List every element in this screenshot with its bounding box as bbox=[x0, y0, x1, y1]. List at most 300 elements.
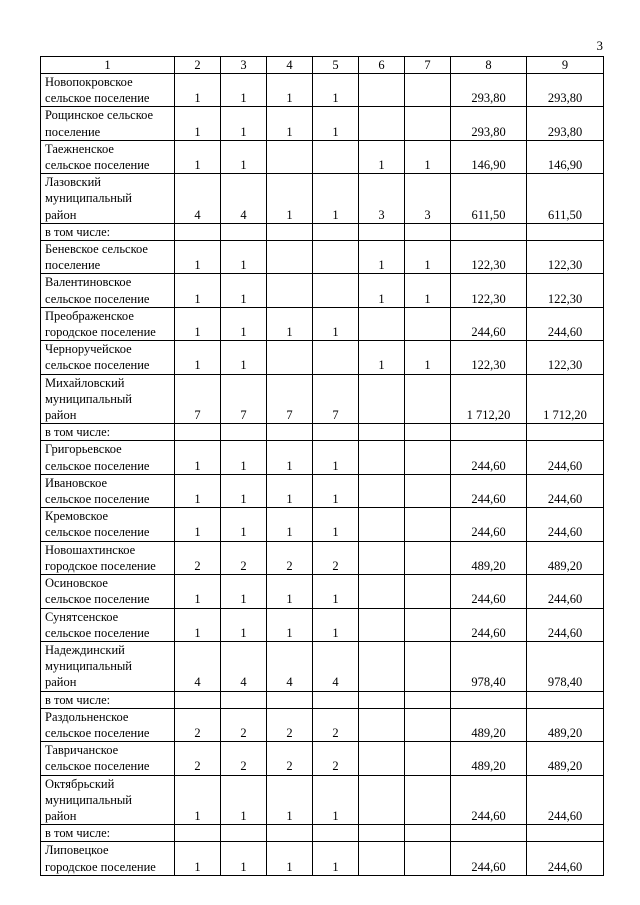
value-cell-c9 bbox=[527, 223, 604, 240]
value-cell-c8: 293,80 bbox=[451, 107, 527, 140]
municipality-name-cell bbox=[41, 541, 175, 574]
table-row bbox=[41, 223, 604, 240]
value-cell-c8: 122,30 bbox=[451, 241, 527, 274]
value-cell-c8: 244,60 bbox=[451, 608, 527, 641]
value-cell-c6: 3 bbox=[359, 174, 405, 224]
value-cell-c4: 4 bbox=[267, 641, 313, 691]
municipality-name-line: муниципальный bbox=[45, 391, 132, 406]
municipality-name-line: район bbox=[45, 207, 77, 222]
table-row bbox=[41, 691, 604, 708]
municipality-name-line: Григорьевское bbox=[45, 442, 122, 457]
value-cell-c7 bbox=[405, 708, 451, 741]
value-cell-c4: 2 bbox=[267, 742, 313, 775]
value-cell-c9: 293,80 bbox=[527, 107, 604, 140]
municipality-name-line: Новопокровское bbox=[45, 75, 133, 89]
value-cell-c8: 146,90 bbox=[451, 140, 527, 173]
value-cell-c8: 489,20 bbox=[451, 742, 527, 775]
value-cell-c2: 1 bbox=[175, 107, 221, 140]
value-cell-c3: 1 bbox=[221, 842, 267, 875]
value-cell-c9: 293,80 bbox=[527, 74, 604, 107]
value-cell-c2 bbox=[175, 223, 221, 240]
value-cell-c3 bbox=[221, 825, 267, 842]
value-cell-c3: 2 bbox=[221, 742, 267, 775]
table-row bbox=[41, 474, 604, 507]
value-cell-c5 bbox=[313, 424, 359, 441]
table-row bbox=[41, 575, 604, 608]
municipality-name-line: Черноручейское bbox=[45, 342, 132, 357]
municipality-name-line: Кремовское bbox=[45, 509, 109, 524]
value-cell-c7: 3 bbox=[405, 174, 451, 224]
table-row bbox=[41, 708, 604, 741]
value-cell-c6 bbox=[359, 775, 405, 825]
municipality-name-cell bbox=[41, 641, 175, 691]
value-cell-c8 bbox=[451, 223, 527, 240]
value-cell-c5 bbox=[313, 223, 359, 240]
value-cell-c4: 1 bbox=[267, 307, 313, 340]
municipality-name-cell bbox=[41, 441, 175, 474]
value-cell-c7 bbox=[405, 508, 451, 541]
value-cell-c2: 1 bbox=[175, 842, 221, 875]
value-cell-c9: 978,40 bbox=[527, 641, 604, 691]
value-cell-c2: 1 bbox=[175, 307, 221, 340]
value-cell-c3: 1 bbox=[221, 608, 267, 641]
value-cell-c5 bbox=[313, 825, 359, 842]
municipality-name-line: Раздольненское bbox=[45, 709, 129, 724]
value-cell-c8: 244,60 bbox=[451, 307, 527, 340]
value-cell-c8: 244,60 bbox=[451, 575, 527, 608]
municipality-name-line: Тавричанское bbox=[45, 743, 119, 758]
header-cell: 4 bbox=[267, 57, 313, 74]
value-cell-c4 bbox=[267, 341, 313, 374]
value-cell-c6: 1 bbox=[359, 274, 405, 307]
value-cell-c6 bbox=[359, 608, 405, 641]
header-cell: 2 bbox=[175, 57, 221, 74]
value-cell-c9: 244,60 bbox=[527, 307, 604, 340]
municipality-name-cell bbox=[41, 107, 175, 140]
municipality-name-line: Преображенское bbox=[45, 308, 134, 323]
municipality-name-line: Осиновское bbox=[45, 576, 108, 591]
value-cell-c4: 1 bbox=[267, 775, 313, 825]
value-cell-c6 bbox=[359, 541, 405, 574]
value-cell-c3: 1 bbox=[221, 508, 267, 541]
table-row bbox=[41, 341, 604, 374]
header-cell: 1 bbox=[41, 57, 175, 74]
table-row bbox=[41, 274, 604, 307]
table-row bbox=[41, 825, 604, 842]
header-cell: 5 bbox=[313, 57, 359, 74]
value-cell-c7 bbox=[405, 575, 451, 608]
value-cell-c6 bbox=[359, 842, 405, 875]
value-cell-c3: 1 bbox=[221, 140, 267, 173]
value-cell-c2: 1 bbox=[175, 140, 221, 173]
value-cell-c7 bbox=[405, 641, 451, 691]
value-cell-c9 bbox=[527, 424, 604, 441]
value-cell-c4 bbox=[267, 825, 313, 842]
municipality-name-line: в том числе: bbox=[45, 425, 111, 440]
distribution-table bbox=[40, 56, 604, 876]
value-cell-c8: 122,30 bbox=[451, 274, 527, 307]
value-cell-c3: 1 bbox=[221, 474, 267, 507]
value-cell-c7 bbox=[405, 374, 451, 424]
value-cell-c8: 293,80 bbox=[451, 74, 527, 107]
value-cell-c9: 489,20 bbox=[527, 541, 604, 574]
value-cell-c9: 1 712,20 bbox=[527, 374, 604, 424]
value-cell-c6 bbox=[359, 374, 405, 424]
value-cell-c9: 122,30 bbox=[527, 341, 604, 374]
value-cell-c6 bbox=[359, 74, 405, 107]
value-cell-c8 bbox=[451, 825, 527, 842]
table-row bbox=[41, 241, 604, 274]
header-cell: 3 bbox=[221, 57, 267, 74]
value-cell-c9: 489,20 bbox=[527, 708, 604, 741]
value-cell-c9: 244,60 bbox=[527, 474, 604, 507]
municipality-name-line: Сунятсенское bbox=[45, 609, 119, 624]
municipality-name-line: сельское поселение bbox=[45, 525, 150, 540]
value-cell-c6: 1 bbox=[359, 241, 405, 274]
value-cell-c2: 1 bbox=[175, 508, 221, 541]
value-cell-c2: 2 bbox=[175, 742, 221, 775]
municipality-name-cell bbox=[41, 742, 175, 775]
table-row bbox=[41, 541, 604, 574]
value-cell-c3: 1 bbox=[221, 341, 267, 374]
value-cell-c6 bbox=[359, 223, 405, 240]
value-cell-c7 bbox=[405, 691, 451, 708]
value-cell-c3 bbox=[221, 223, 267, 240]
value-cell-c9: 244,60 bbox=[527, 842, 604, 875]
municipality-name-line: сельское поселение bbox=[45, 358, 150, 373]
value-cell-c7: 1 bbox=[405, 274, 451, 307]
value-cell-c6 bbox=[359, 641, 405, 691]
table-row bbox=[41, 307, 604, 340]
table-row bbox=[41, 641, 604, 691]
table-row bbox=[41, 842, 604, 875]
municipality-name-line: в том числе: bbox=[45, 224, 111, 239]
municipality-name-line: Михайловский bbox=[45, 375, 125, 390]
value-cell-c4: 1 bbox=[267, 107, 313, 140]
value-cell-c4 bbox=[267, 424, 313, 441]
municipality-name-line: сельское поселение bbox=[45, 91, 150, 106]
value-cell-c4: 1 bbox=[267, 575, 313, 608]
value-cell-c9: 122,30 bbox=[527, 274, 604, 307]
municipality-name-cell bbox=[41, 775, 175, 825]
municipality-name-cell bbox=[41, 274, 175, 307]
value-cell-c8 bbox=[451, 424, 527, 441]
value-cell-c8: 244,60 bbox=[451, 441, 527, 474]
value-cell-c8: 978,40 bbox=[451, 641, 527, 691]
value-cell-c4 bbox=[267, 691, 313, 708]
value-cell-c2: 1 bbox=[175, 241, 221, 274]
value-cell-c4: 1 bbox=[267, 474, 313, 507]
value-cell-c3: 1 bbox=[221, 775, 267, 825]
value-cell-c2: 2 bbox=[175, 708, 221, 741]
municipality-name-cell bbox=[41, 424, 175, 441]
value-cell-c2: 4 bbox=[175, 641, 221, 691]
value-cell-c8: 244,60 bbox=[451, 474, 527, 507]
value-cell-c9: 244,60 bbox=[527, 575, 604, 608]
municipality-name-cell bbox=[41, 341, 175, 374]
value-cell-c4: 2 bbox=[267, 541, 313, 574]
municipality-name-line: в том числе: bbox=[45, 826, 111, 841]
table-row bbox=[41, 140, 604, 173]
municipality-name-cell bbox=[41, 825, 175, 842]
value-cell-c7 bbox=[405, 541, 451, 574]
municipality-name-line: городское поселение bbox=[45, 325, 156, 340]
municipality-name-line: Таежненское bbox=[45, 141, 114, 156]
municipality-name-line: Беневское сельское bbox=[45, 242, 148, 257]
value-cell-c4 bbox=[267, 241, 313, 274]
municipality-name-line: Липовецкое bbox=[45, 843, 109, 858]
value-cell-c9: 146,90 bbox=[527, 140, 604, 173]
municipality-name-line: район bbox=[45, 675, 77, 690]
municipality-name-line: сельское поселение bbox=[45, 458, 150, 473]
table-row bbox=[41, 107, 604, 140]
value-cell-c9: 489,20 bbox=[527, 742, 604, 775]
municipality-name-cell bbox=[41, 223, 175, 240]
municipality-name-line: городское поселение bbox=[45, 558, 156, 573]
value-cell-c6 bbox=[359, 825, 405, 842]
value-cell-c2: 1 bbox=[175, 575, 221, 608]
value-cell-c8: 244,60 bbox=[451, 508, 527, 541]
value-cell-c8 bbox=[451, 691, 527, 708]
value-cell-c3: 1 bbox=[221, 274, 267, 307]
value-cell-c4: 7 bbox=[267, 374, 313, 424]
municipality-name-cell bbox=[41, 174, 175, 224]
value-cell-c6 bbox=[359, 474, 405, 507]
value-cell-c7 bbox=[405, 107, 451, 140]
header-cell: 7 bbox=[405, 57, 451, 74]
municipality-name-line: Октябрьский bbox=[45, 776, 115, 791]
value-cell-c5: 7 bbox=[313, 374, 359, 424]
value-cell-c8: 489,20 bbox=[451, 708, 527, 741]
value-cell-c4 bbox=[267, 223, 313, 240]
value-cell-c5: 1 bbox=[313, 608, 359, 641]
value-cell-c2: 2 bbox=[175, 541, 221, 574]
table-row bbox=[41, 608, 604, 641]
municipality-name-line: Надеждинский bbox=[45, 642, 125, 657]
value-cell-c3 bbox=[221, 424, 267, 441]
municipality-name-line: район bbox=[45, 808, 77, 823]
value-cell-c7 bbox=[405, 441, 451, 474]
value-cell-c4: 2 bbox=[267, 708, 313, 741]
value-cell-c6 bbox=[359, 691, 405, 708]
value-cell-c3: 7 bbox=[221, 374, 267, 424]
municipality-name-line: поселение bbox=[45, 258, 101, 273]
value-cell-c6: 1 bbox=[359, 341, 405, 374]
value-cell-c5: 1 bbox=[313, 74, 359, 107]
value-cell-c9: 244,60 bbox=[527, 441, 604, 474]
value-cell-c8: 489,20 bbox=[451, 541, 527, 574]
value-cell-c7 bbox=[405, 842, 451, 875]
value-cell-c3: 1 bbox=[221, 307, 267, 340]
value-cell-c2: 1 bbox=[175, 274, 221, 307]
value-cell-c9: 244,60 bbox=[527, 608, 604, 641]
value-cell-c6 bbox=[359, 742, 405, 775]
value-cell-c7 bbox=[405, 608, 451, 641]
municipality-name-line: район bbox=[45, 408, 77, 423]
municipality-name-line: в том числе: bbox=[45, 692, 111, 707]
value-cell-c7: 1 bbox=[405, 241, 451, 274]
value-cell-c2: 1 bbox=[175, 74, 221, 107]
value-cell-c8: 244,60 bbox=[451, 842, 527, 875]
value-cell-c5 bbox=[313, 691, 359, 708]
municipality-name-line: муниципальный bbox=[45, 659, 132, 674]
municipality-name-cell bbox=[41, 575, 175, 608]
value-cell-c9 bbox=[527, 825, 604, 842]
value-cell-c4: 1 bbox=[267, 508, 313, 541]
value-cell-c4: 1 bbox=[267, 174, 313, 224]
value-cell-c8: 1 712,20 bbox=[451, 374, 527, 424]
header-cell: 8 bbox=[451, 57, 527, 74]
value-cell-c4 bbox=[267, 274, 313, 307]
value-cell-c6 bbox=[359, 575, 405, 608]
value-cell-c5 bbox=[313, 241, 359, 274]
value-cell-c9 bbox=[527, 691, 604, 708]
value-cell-c3: 1 bbox=[221, 74, 267, 107]
municipality-name-line: сельское поселение bbox=[45, 592, 150, 607]
value-cell-c6 bbox=[359, 107, 405, 140]
table-header-row bbox=[41, 57, 604, 74]
value-cell-c5: 1 bbox=[313, 775, 359, 825]
value-cell-c4: 1 bbox=[267, 441, 313, 474]
value-cell-c3: 2 bbox=[221, 541, 267, 574]
municipality-name-line: сельское поселение bbox=[45, 158, 150, 173]
value-cell-c2 bbox=[175, 424, 221, 441]
municipality-name-line: сельское поселение bbox=[45, 625, 150, 640]
value-cell-c4: 1 bbox=[267, 74, 313, 107]
header-cell: 9 bbox=[527, 57, 604, 74]
value-cell-c3: 4 bbox=[221, 641, 267, 691]
municipality-name-cell bbox=[41, 374, 175, 424]
value-cell-c2: 1 bbox=[175, 441, 221, 474]
value-cell-c9: 611,50 bbox=[527, 174, 604, 224]
municipality-name-line: Рощинское сельское bbox=[45, 108, 154, 123]
municipality-name-cell bbox=[41, 74, 175, 107]
value-cell-c5: 1 bbox=[313, 174, 359, 224]
value-cell-c2: 1 bbox=[175, 341, 221, 374]
municipality-name-line: сельское поселение bbox=[45, 291, 150, 306]
value-cell-c5: 1 bbox=[313, 307, 359, 340]
value-cell-c7 bbox=[405, 742, 451, 775]
value-cell-c3: 1 bbox=[221, 441, 267, 474]
table-row bbox=[41, 174, 604, 224]
municipality-name-line: поселение bbox=[45, 124, 101, 139]
table-row bbox=[41, 775, 604, 825]
value-cell-c4 bbox=[267, 140, 313, 173]
municipality-name-cell bbox=[41, 842, 175, 875]
value-cell-c5 bbox=[313, 341, 359, 374]
value-cell-c9: 244,60 bbox=[527, 775, 604, 825]
value-cell-c3: 4 bbox=[221, 174, 267, 224]
table-row bbox=[41, 508, 604, 541]
value-cell-c5: 1 bbox=[313, 107, 359, 140]
value-cell-c6 bbox=[359, 424, 405, 441]
value-cell-c4: 1 bbox=[267, 608, 313, 641]
value-cell-c5: 2 bbox=[313, 708, 359, 741]
value-cell-c6 bbox=[359, 508, 405, 541]
municipality-name-cell bbox=[41, 691, 175, 708]
value-cell-c8: 244,60 bbox=[451, 775, 527, 825]
municipality-name-cell bbox=[41, 140, 175, 173]
value-cell-c7 bbox=[405, 74, 451, 107]
value-cell-c5 bbox=[313, 140, 359, 173]
value-cell-c7 bbox=[405, 307, 451, 340]
value-cell-c5: 4 bbox=[313, 641, 359, 691]
value-cell-c9: 122,30 bbox=[527, 241, 604, 274]
value-cell-c7 bbox=[405, 424, 451, 441]
municipality-name-line: Новошахтинское bbox=[45, 542, 136, 557]
municipality-name-cell bbox=[41, 241, 175, 274]
value-cell-c7 bbox=[405, 825, 451, 842]
municipality-name-line: сельское поселение bbox=[45, 725, 150, 740]
table-row bbox=[41, 374, 604, 424]
value-cell-c2: 7 bbox=[175, 374, 221, 424]
value-cell-c2: 1 bbox=[175, 775, 221, 825]
value-cell-c3: 1 bbox=[221, 241, 267, 274]
value-cell-c5: 1 bbox=[313, 508, 359, 541]
municipality-name-cell bbox=[41, 307, 175, 340]
page-number: 3 bbox=[596, 38, 603, 53]
municipality-name-line: сельское поселение bbox=[45, 492, 150, 507]
value-cell-c9: 244,60 bbox=[527, 508, 604, 541]
value-cell-c6 bbox=[359, 708, 405, 741]
value-cell-c6 bbox=[359, 307, 405, 340]
value-cell-c2: 4 bbox=[175, 174, 221, 224]
table-row bbox=[41, 441, 604, 474]
value-cell-c7 bbox=[405, 223, 451, 240]
value-cell-c7: 1 bbox=[405, 341, 451, 374]
value-cell-c2: 1 bbox=[175, 608, 221, 641]
value-cell-c6 bbox=[359, 441, 405, 474]
municipality-name-cell bbox=[41, 474, 175, 507]
value-cell-c7 bbox=[405, 474, 451, 507]
value-cell-c7: 1 bbox=[405, 140, 451, 173]
value-cell-c8: 122,30 bbox=[451, 341, 527, 374]
table-row bbox=[41, 742, 604, 775]
value-cell-c7 bbox=[405, 775, 451, 825]
value-cell-c3: 2 bbox=[221, 708, 267, 741]
municipality-name-line: Ивановское bbox=[45, 475, 108, 490]
municipality-name-cell bbox=[41, 608, 175, 641]
value-cell-c4: 1 bbox=[267, 842, 313, 875]
value-cell-c5: 2 bbox=[313, 742, 359, 775]
municipality-name-cell bbox=[41, 708, 175, 741]
municipality-name-line: сельское поселение bbox=[45, 759, 150, 774]
value-cell-c8: 611,50 bbox=[451, 174, 527, 224]
value-cell-c5: 1 bbox=[313, 474, 359, 507]
municipality-name-line: муниципальный bbox=[45, 792, 132, 807]
value-cell-c3: 1 bbox=[221, 575, 267, 608]
municipality-name-line: Лазовский bbox=[45, 175, 101, 190]
value-cell-c3 bbox=[221, 691, 267, 708]
municipality-name-line: муниципальный bbox=[45, 191, 132, 206]
municipality-name-line: Валентиновское bbox=[45, 275, 132, 290]
municipality-name-line: городское поселение bbox=[45, 859, 156, 874]
value-cell-c2: 1 bbox=[175, 474, 221, 507]
value-cell-c5: 2 bbox=[313, 541, 359, 574]
value-cell-c5: 1 bbox=[313, 441, 359, 474]
value-cell-c3: 1 bbox=[221, 107, 267, 140]
value-cell-c6: 1 bbox=[359, 140, 405, 173]
value-cell-c2 bbox=[175, 691, 221, 708]
header-cell: 6 bbox=[359, 57, 405, 74]
table-row bbox=[41, 424, 604, 441]
value-cell-c5: 1 bbox=[313, 575, 359, 608]
table-row bbox=[41, 74, 604, 107]
value-cell-c5 bbox=[313, 274, 359, 307]
municipality-name-cell bbox=[41, 508, 175, 541]
value-cell-c2 bbox=[175, 825, 221, 842]
value-cell-c5: 1 bbox=[313, 842, 359, 875]
